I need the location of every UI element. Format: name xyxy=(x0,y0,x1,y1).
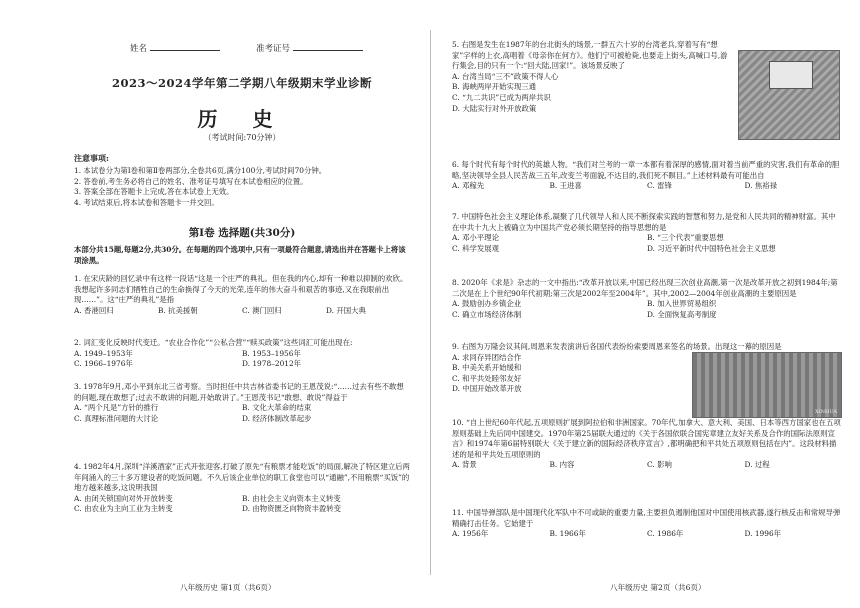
option[interactable]: A. 由闭关锁国向对外开放转变 xyxy=(74,493,173,503)
name-field[interactable]: 姓名 xyxy=(130,42,220,54)
option[interactable]: A. “两个凡是”方针的推行 xyxy=(74,403,159,413)
option[interactable]: C. 影响 xyxy=(647,460,672,470)
option[interactable]: B. 海峡两岸开始实现三通 xyxy=(452,82,537,92)
question-stem: 9. 右图为万隆会议其间,周恩来发表演讲后各国代表纷纷索要周恩来签名的场景。出现这一幕的原因是 xyxy=(452,342,782,351)
option-row xyxy=(74,504,410,515)
option[interactable]: B. 文化大革命的结束 xyxy=(242,403,312,413)
option[interactable]: C. 1986年 xyxy=(647,529,684,539)
option[interactable]: C. 科学发展观 xyxy=(452,243,500,253)
option[interactable]: A. 求同存异团结合作 xyxy=(452,352,522,362)
question-9 xyxy=(452,342,842,395)
question-6 xyxy=(452,160,842,192)
option[interactable]: D. 1996年 xyxy=(744,529,782,539)
option-row xyxy=(452,299,842,310)
option[interactable]: D. 全面恢复高考制度 xyxy=(647,309,717,319)
exam-title: 2023～2024学年第二学期八年级期末学业诊断 xyxy=(111,76,372,90)
footer-left: 八年级历史 第1页（共6页） xyxy=(180,583,276,592)
option[interactable]: B. 加入世界贸易组织 xyxy=(647,299,717,309)
exam-time: （考试时间:70分钟） xyxy=(203,133,281,142)
option[interactable]: D. 1978–2012年 xyxy=(242,359,302,369)
name-bar xyxy=(130,42,363,54)
notice-item: 1. 本试卷分为第Ⅰ卷和第Ⅱ卷两部分,全卷共6页,满分100分,考试时间70分钟。 xyxy=(74,166,327,175)
section-title: 第Ⅰ卷 选择题(共30分) xyxy=(188,227,296,239)
question-7 xyxy=(452,212,842,254)
question-stem: 11. 中国导弹部队是中国现代化军队中不可或缺的重要力量,主要担负遏制他国对中国使用核武器,遂行核反击和常规导弹精确打击任务。它始建于 xyxy=(452,508,841,528)
footer-right: 八年级历史 第2页（共6页） xyxy=(610,583,706,592)
option[interactable]: B. 1953–1956年 xyxy=(242,348,301,358)
option-row xyxy=(74,414,410,425)
option[interactable]: C. 由农业为主向工业为主转变 xyxy=(74,504,173,514)
option-row xyxy=(74,306,410,317)
question-10 xyxy=(452,418,842,471)
option-row xyxy=(452,529,842,540)
question-stem: 8. 2020年《求是》杂志的一文中指出:“改革开放以来,中国已经出现三次创业高潮,第一次是改革开放之初到1984年;第二次是在上个世纪90年代初期;第三次是2002年至2004年”。其中,2002—2004年创业高潮的主要原因是 xyxy=(452,278,838,298)
notice-heading: 注意事项: xyxy=(74,153,109,163)
option-row xyxy=(452,181,842,192)
option[interactable]: B. 1966年 xyxy=(549,529,586,539)
option[interactable]: A. 台湾当局“三不”政策不得人心 xyxy=(452,71,559,81)
option[interactable]: A. 香港回归 xyxy=(74,305,114,315)
question-stem: 4. 1982年4月,深圳“洋溪酒家”正式开张迎客,打破了原先“有粮票才能吃饭”的局面,解决了特区建立后两年间涌入的三十多万建设者的吃饭问题。不久后该企业单位的职工食堂也可以“通融”,不用粮票“买饭”的地方越来越多,这说明我国 xyxy=(74,462,410,493)
question-stem: 7. 中国特色社会主义理论体系,凝聚了几代领导人和人民不断探索实践的智慧和努力,是党和人民共同的精神财富。其中在中共十九大上被确立为中国共产党必须长期坚持的指导思想的是 xyxy=(452,212,836,232)
notice-item: 3. 答案全部在答题卡上完成,答在本试卷上无效。 xyxy=(74,187,234,197)
option[interactable]: D. 中国开始改革开放 xyxy=(452,384,522,394)
question-8 xyxy=(452,278,842,320)
question-3 xyxy=(74,382,410,424)
option[interactable]: C. 澳门回归 xyxy=(242,305,282,315)
question-5 xyxy=(452,40,842,114)
option[interactable]: C. 1966–1976年 xyxy=(74,359,133,369)
option-row xyxy=(74,349,410,360)
question-stem: 1. 在宋庆龄的回忆录中有这样一段话“这是一个庄严的典礼。但在我的内心,却有一种难以抑制的欢欣。我想起许多同志们牺牲自己的生命换得了今天的光荣,连年的伟大奋斗和艰苦的事迹,又在我眼前出现……”。这“庄严的典礼”是指 xyxy=(74,274,408,305)
option[interactable]: B. 王进喜 xyxy=(549,181,582,191)
option[interactable]: A. 邓稼先 xyxy=(452,181,485,191)
option[interactable]: B. 内容 xyxy=(549,460,575,470)
option-row xyxy=(74,494,410,505)
column-divider xyxy=(430,30,431,575)
option-row xyxy=(452,460,842,471)
option[interactable]: C. 和平共处睦邻友好 xyxy=(452,373,522,383)
option[interactable]: B. 由社会主义向资本主义转变 xyxy=(242,493,341,503)
exam-id-field[interactable]: 准考证号 xyxy=(256,42,363,54)
option[interactable]: D. 经济体制改革起步 xyxy=(242,413,312,423)
question-11 xyxy=(452,508,842,540)
option[interactable]: A. 邓小平理论 xyxy=(452,233,499,243)
option[interactable]: B. 抗美援朝 xyxy=(158,305,198,315)
option[interactable]: A. 1956年 xyxy=(452,529,489,539)
question-2 xyxy=(74,338,410,370)
question-stem: 10. “自上世纪60年代起,五项原则扩展到阿拉伯和非洲国家。70年代,加拿大、意大利、美国、日本等西方国家也在五项原则基础上先后同中国建交。1970年第25届联大通过的《关于各国依联合国宪章建立友好关系及合作的国际法原则宣言》和1974年第6届特别联大《关于建立新的国际经济秩序宣言》,都明确把和平共处五项原则包括在内”。这段材料描述的是和平共处五项原则的 xyxy=(452,418,841,459)
option[interactable]: D. 焦裕禄 xyxy=(744,181,778,191)
option[interactable]: A. 鼓励创办乡镇企业 xyxy=(452,299,522,309)
option[interactable]: D. 大陆实行对外开放政策 xyxy=(452,103,537,113)
option[interactable]: A. 1949–1953年 xyxy=(74,348,133,358)
option[interactable]: D. 由物资匮乏向物资丰盈转变 xyxy=(242,504,342,514)
option[interactable]: B. “三个代表”重要思想 xyxy=(647,233,724,243)
notice-section xyxy=(74,153,410,208)
option[interactable]: C. “九二共识”已成为两岸共识 xyxy=(452,92,551,102)
option[interactable]: C. 确立市场经济体制 xyxy=(452,309,522,319)
subject-title: 历 史 xyxy=(197,107,287,131)
photo-watermark: XINHUA xyxy=(815,409,837,415)
question-stem: 6. 每个时代有每个时代的英雄人物。“我们对兰考的一章一本都有着深厚的感情,面对着当前严重的灾害,我们有革命的胆略,坚决领导全县人民苦战三五年,改变兰考面貌,不达目的,我们死不瞑目。”上述材料最有可能出自 xyxy=(452,160,840,180)
question-stem: 5. 右图是发生在1987年的台北街头的场景,一群五六十岁的台湾老兵,穿着写有“想家”字样的上衣,高唱着《母亲你在何方》。他们宁可被枪毙,也要走上街头,高喊口号,游行集会,目的只有一个:“回大陆,回家!”。该场景反映了 xyxy=(452,40,728,71)
option-row xyxy=(74,359,410,370)
option-row xyxy=(74,403,410,414)
option[interactable]: C. 雷锋 xyxy=(647,181,672,191)
option-row xyxy=(452,233,842,244)
option-row xyxy=(452,310,842,321)
option[interactable]: A. 背景 xyxy=(452,460,477,470)
option-row xyxy=(452,244,842,255)
question-4 xyxy=(74,462,410,515)
section-desc: 本部分共15题,每题2分,共30分。在每题的四个选项中,只有一项最符合题意,请选出并在答题卡上将该项涂黑。 xyxy=(74,245,406,265)
option[interactable]: B. 中美关系开始缓和 xyxy=(452,363,522,373)
question-stem: 3. 1978年9月,邓小平到东北三省考察。当时担任中共吉林省委书记的王恩茂说:“……过去有些不敢想的问题,现在敢想了;过去不敢讲的问题,开始敢讲了。”王恩茂书记“敢想、敢说”得益于 xyxy=(74,382,404,402)
option[interactable]: D. 开国大典 xyxy=(326,305,366,315)
notice-item: 2. 答卷前,考生务必将自己的姓名、准考证号填写在本试卷相应的位置。 xyxy=(74,176,308,186)
option[interactable]: C. 真理标准问题的大讨论 xyxy=(74,413,158,423)
question-1 xyxy=(74,274,410,316)
notice-item: 4. 考试结束后,将本试卷和答题卡一并交回。 xyxy=(74,197,219,207)
option[interactable]: D. 习近平新时代中国特色社会主义思想 xyxy=(647,243,776,253)
question-stem: 2. 词汇变化反映时代变迁。“农业合作化”“公私合营”“赎买政策”这些词汇可能出现在: xyxy=(74,338,353,347)
option[interactable]: D. 过程 xyxy=(744,460,770,470)
